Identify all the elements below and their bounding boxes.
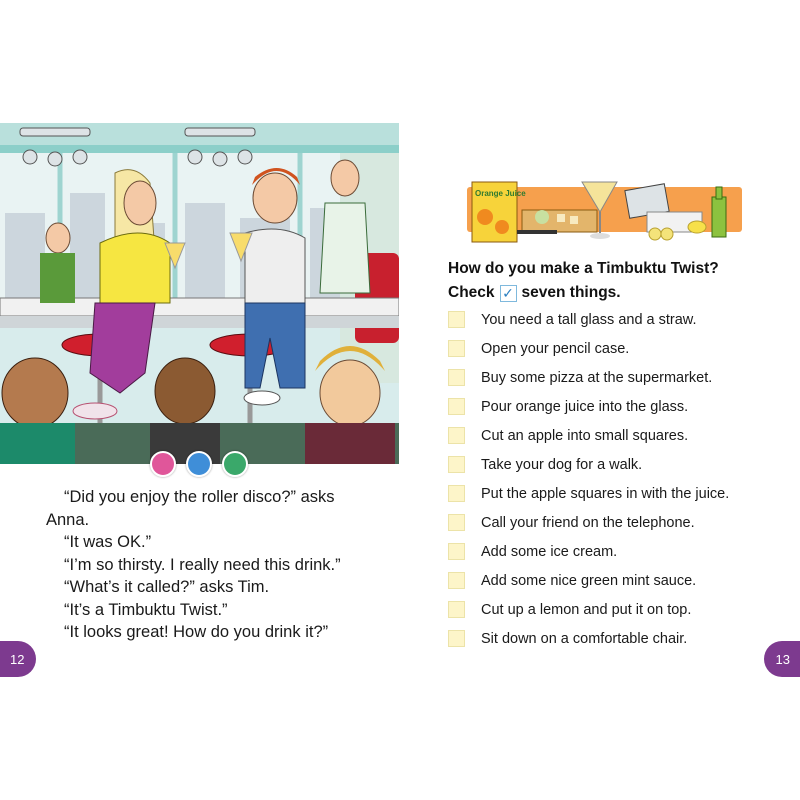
story-line: “I’m so thirsty. I really need this drink.” [64,555,341,574]
checkbox[interactable] [448,601,465,618]
pink-dot [150,451,176,477]
checkbox[interactable] [448,427,465,444]
checklist-item [448,334,788,363]
checkbox[interactable] [448,311,465,328]
checklist-item-label: Pour orange juice into the glass. [481,398,689,415]
checkbox[interactable] [448,456,465,473]
checklist-item-label: Take your dog for a walk. [481,456,643,473]
checklist-item [448,479,788,508]
checklist-item [448,508,788,537]
checklist-item-label: Buy some pizza at the supermarket. [481,369,713,386]
ingredients-illustration [467,172,742,247]
checkbox[interactable] [448,485,465,502]
checkbox[interactable] [448,369,465,386]
instruction-before: Check [448,284,495,301]
story-line: “Did you enjoy the roller disco?” asks [64,488,335,506]
checklist-item-label: Add some nice green mint sauce. [481,572,697,589]
checklist-item-label: Open your pencil case. [481,340,630,357]
activity-heading [448,257,778,305]
story-line: “It was OK.” [64,533,152,551]
checkbox[interactable] [448,572,465,589]
story-line: “It looks great! How do you drink it?” [64,623,329,641]
story-line: “What’s it called?” asks Tim. [64,578,270,596]
juice-box-label: Orange Juice [475,189,526,198]
page-indicator-dots [150,451,250,477]
checkbox[interactable] [448,514,465,531]
cafe-illustration [0,123,399,464]
checklist-item [448,392,788,421]
green-dot [222,451,248,477]
checkbox[interactable] [448,543,465,560]
checklist-item [448,450,788,479]
page-number-left: 12 [0,641,36,677]
checklist-item-label: Call your friend on the telephone. [481,514,695,531]
checkbox[interactable] [448,340,465,357]
instruction-after: seven things. [521,284,621,301]
checklist-item-label: Cut up a lemon and put it on top. [481,601,692,618]
checklist-item-label: Sit down on a comfortable chair. [481,630,688,647]
checklist-item [448,595,788,624]
checklist-item-label: Add some ice cream. [481,543,618,560]
story-line: Anna. [46,510,90,529]
checklist-item [448,421,788,450]
checklist-item-label: You need a tall glass and a straw. [481,311,697,328]
checklist [448,305,788,653]
checklist-item [448,537,788,566]
story-text [46,486,386,644]
instruction-line [448,281,778,305]
question-line: How do you make a Timbuktu Twist? [448,260,719,277]
blue-dot [186,451,212,477]
checklist-item [448,624,788,653]
checkbox[interactable] [448,630,465,647]
checklist-item [448,305,788,334]
checklist-item-label: Cut an apple into small squares. [481,427,689,444]
page-number-right: 13 [764,641,800,677]
checklist-item [448,363,788,392]
checklist-item-label: Put the apple squares in with the juice. [481,485,730,502]
checkbox[interactable] [448,398,465,415]
checklist-item [448,566,788,595]
story-line: “It’s a Timbuktu Twist.” [64,600,228,619]
check-mark-icon: ✓ [500,285,517,302]
